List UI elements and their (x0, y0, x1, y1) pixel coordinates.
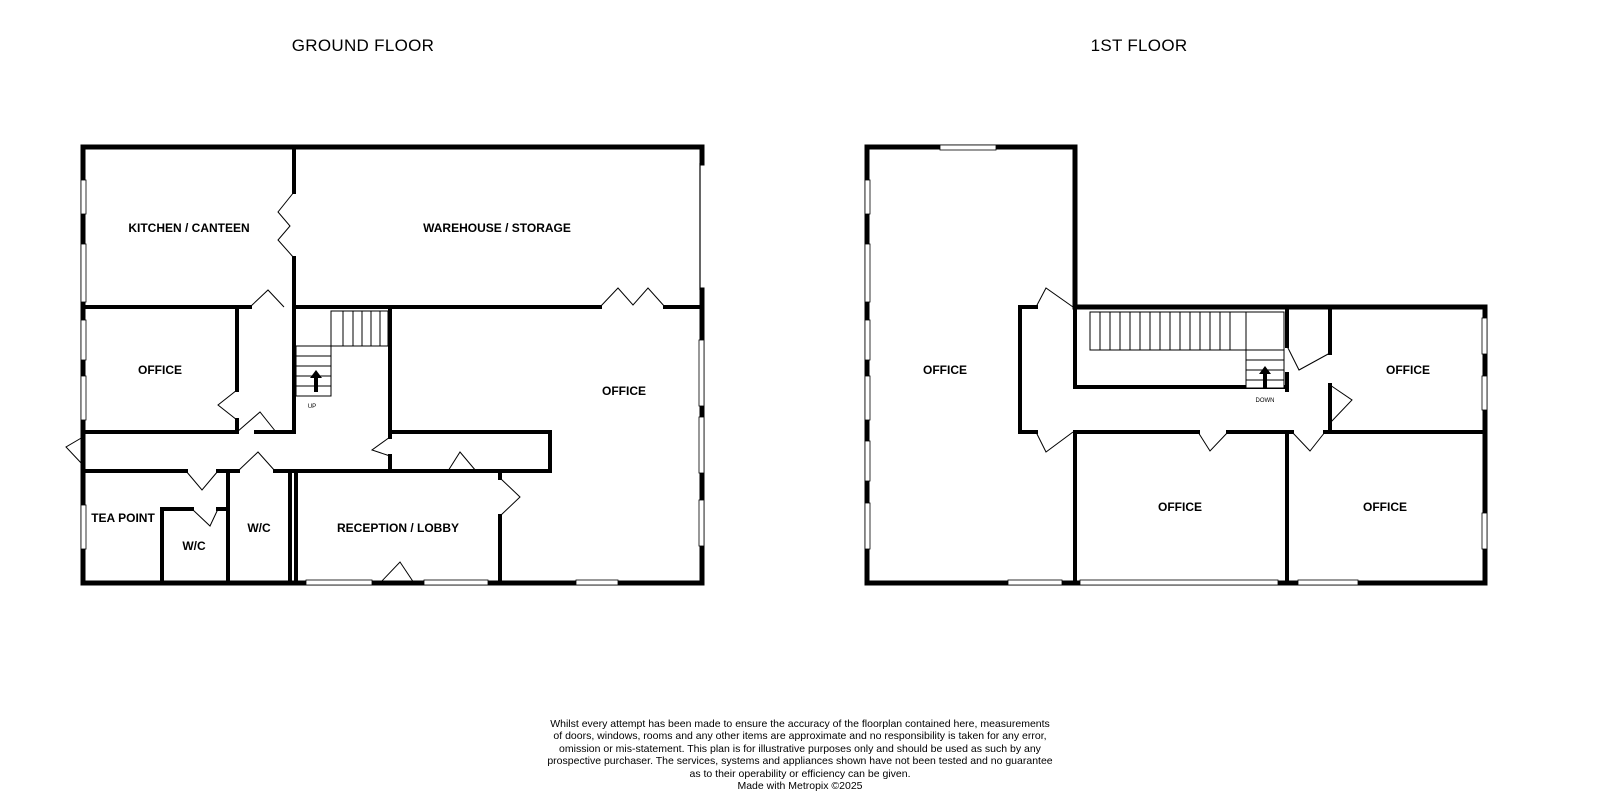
window (865, 180, 870, 214)
disclaimer-line: Made with Metropix ©2025 (737, 780, 863, 793)
window (81, 180, 86, 214)
disclaimer-line: of doors, windows, rooms and any other items are approximate and no responsibility is taken for any error, (553, 730, 1047, 743)
first-floor-plan (865, 145, 1487, 585)
window (940, 145, 996, 150)
room-label-kitchen-canteen: KITCHEN / CANTEEN (128, 221, 250, 235)
room-label-office: OFFICE (138, 363, 182, 377)
window (424, 580, 488, 585)
room-label-wc: W/C (182, 539, 206, 553)
window (81, 320, 86, 360)
window (1008, 580, 1062, 585)
room-label-office: OFFICE (923, 363, 967, 377)
first-floor-stairs (1090, 312, 1284, 388)
window (865, 441, 870, 481)
window (865, 244, 870, 302)
disclaimer-line: Whilst every attempt has been made to ensure the accuracy of the floorplan contained here, measurements (550, 718, 1050, 730)
stairs-up-label: UP (307, 404, 317, 410)
window (1482, 318, 1487, 354)
stairs-down-label: DOWN (1255, 398, 1275, 404)
room-label-warehouse-storage: WAREHOUSE / STORAGE (423, 221, 571, 235)
ground-stairs (296, 311, 388, 396)
disclaimer-line: omission or mis-statement. This plan is for illustrative purposes only and should be used as such by any (559, 742, 1041, 755)
window (81, 505, 86, 549)
ground-floor-title: GROUND FLOOR (291, 36, 435, 55)
window (1482, 513, 1487, 549)
window (699, 417, 704, 473)
room-label-reception-lobby: RECEPTION / LOBBY (336, 521, 460, 535)
room-label-office: OFFICE (1363, 500, 1407, 514)
window (81, 244, 86, 302)
room-label-office: OFFICE (1158, 500, 1202, 514)
window (1482, 376, 1487, 410)
ground-floor-plan (66, 147, 704, 585)
window (306, 580, 372, 585)
window (1080, 580, 1278, 585)
disclaimer-line: as to their operability or efficiency can be given. (689, 767, 911, 780)
window (576, 580, 618, 585)
room-label-office: OFFICE (1386, 363, 1430, 377)
window (865, 503, 870, 549)
window (1298, 580, 1358, 585)
window (865, 320, 870, 360)
window (81, 376, 86, 420)
room-label-office: OFFICE (602, 384, 646, 398)
room-label-wc: W/C (247, 521, 271, 535)
room-label-tea-point: TEA POINT (91, 511, 155, 525)
first-floor-title: 1ST FLOOR (1090, 36, 1188, 55)
window (699, 500, 704, 546)
disclaimer-line: prospective purchaser. The services, systems and appliances shown have not been tested and no guarantee (547, 755, 1053, 768)
window (699, 340, 704, 406)
disclaimer-text (520, 718, 1080, 792)
window (865, 376, 870, 420)
